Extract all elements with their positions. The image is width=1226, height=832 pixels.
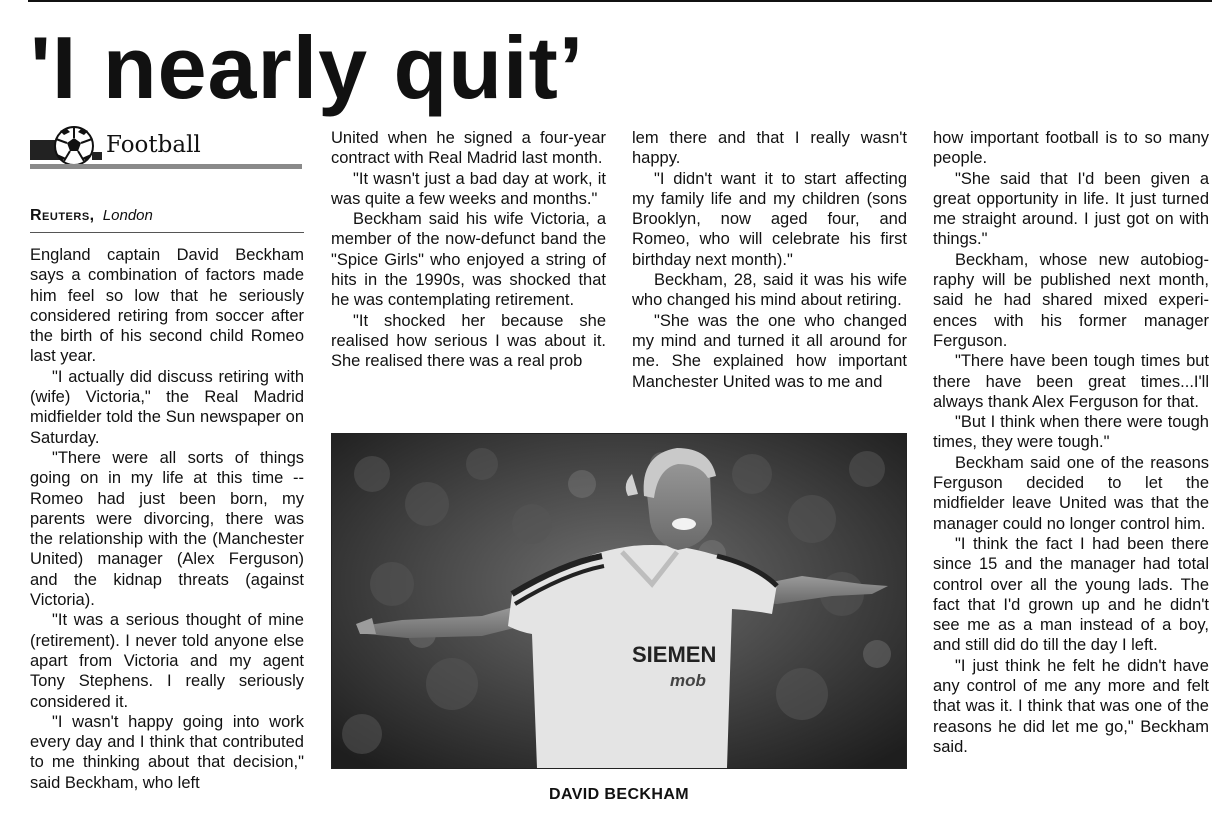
section-label: Football (106, 132, 201, 158)
player-photo-illustration (332, 434, 906, 768)
paragraph: Beckham said his wife Victoria, a member of the now-defunct band the "Spice Girls" who enjoyed a string of hits in the 1990s, was shocked that he was contemplating retirement. (331, 210, 606, 310)
jersey-subtext: mob (670, 671, 706, 690)
paragraph: "I actually did discuss retiring with (wife) Victoria," the Real Madrid midfielder told the Sun newspaper on Saturday. (30, 367, 304, 447)
paragraph: "She said that I'd been given a great opportunity in life. It just turned me straight around. I just got on with things." (933, 169, 1209, 249)
paragraph: "There have been tough times but there have been great times...I'll always thank Alex Ferguson for that. (933, 352, 1209, 411)
article-column-3 (632, 128, 907, 392)
paragraph: Beckham said one of the reasons Ferguson decided to let the midfielder leave United was that the manager could no longer control him. (933, 453, 1209, 533)
paragraph: "It was a serious thought of mine (retirement). I never told anyone else apart from Victoria and my agent Tony Stephens. I really seriously considered it. (30, 611, 304, 711)
headline: 'I nearly quit’ (30, 18, 585, 117)
article-column-1 (30, 245, 304, 793)
paragraph: "There were all sorts of things going on in my life at this time -- Romeo had just been born, my parents were divorcing, there was the relationship with the (Manchester United) manager (Alex Ferguson) and the kidnap threats (against Victoria). (30, 448, 304, 610)
byline-agency: Reuters, (30, 207, 95, 224)
jersey-text: SIEMEN (632, 642, 717, 667)
top-rule (28, 0, 1212, 2)
paragraph: "But I think when there were tough times, they were tough." (933, 413, 1209, 452)
byline-location: London (102, 207, 153, 224)
paragraph: United when he signed a four-year contract with Real Madrid last month. (331, 129, 606, 168)
paragraph: "It wasn't just a bad day at work, it was quite a few weeks and months." (331, 169, 606, 208)
paragraph: how important football is to so many people. (933, 129, 1209, 168)
football-icon (30, 126, 102, 166)
paragraph: "She was the one who changed my mind and turned it all around for me. She explained how important Manchester United was to me and (632, 311, 907, 391)
section-header (30, 126, 302, 170)
paragraph: Beckham, whose new autobiography will be published next month, said he had shared mixed experiences with his former manager Ferguson. (933, 250, 1209, 350)
byline (30, 206, 304, 233)
article-column-2 (331, 128, 606, 372)
photo-caption: DAVID BECKHAM (548, 786, 689, 803)
paragraph: Beckham, 28, said it was his wife who changed his mind about retiring. (632, 271, 907, 310)
paragraph: "I just think he felt he didn't have any control of me any more and felt that was it. I think that was one of the reasons he did let me go," Beckham said. (933, 656, 1209, 756)
article-column-4 (933, 128, 1209, 757)
article-photo (331, 433, 907, 769)
paragraph: "It shocked her because she realised how serious I was about it. She realised there was a real prob (331, 311, 606, 371)
section-rule (30, 164, 302, 169)
paragraph: lem there and that I really wasn't happy. (632, 129, 907, 168)
paragraph: "I think the fact I had been there since 15 and the manager had total control over all the young lads. The fact that I'd grown up and he didn't see me as a man instead of a boy, and still did do till the day I left. (933, 534, 1209, 655)
paragraph: "I wasn't happy going into work every day and I think that contributed to me thinking about that decision," said Beckham, who left (30, 712, 304, 792)
paragraph: England captain David Beckham says a combination of factors made him feel so low that he seriously considered retiring from soccer after the birth of his second child Romeo last year. (30, 246, 304, 366)
paragraph: "I didn't want it to start affecting my family life and my children (sons Brooklyn, now aged four, and Romeo, who will celebrate his first birthday next month)." (632, 169, 907, 269)
